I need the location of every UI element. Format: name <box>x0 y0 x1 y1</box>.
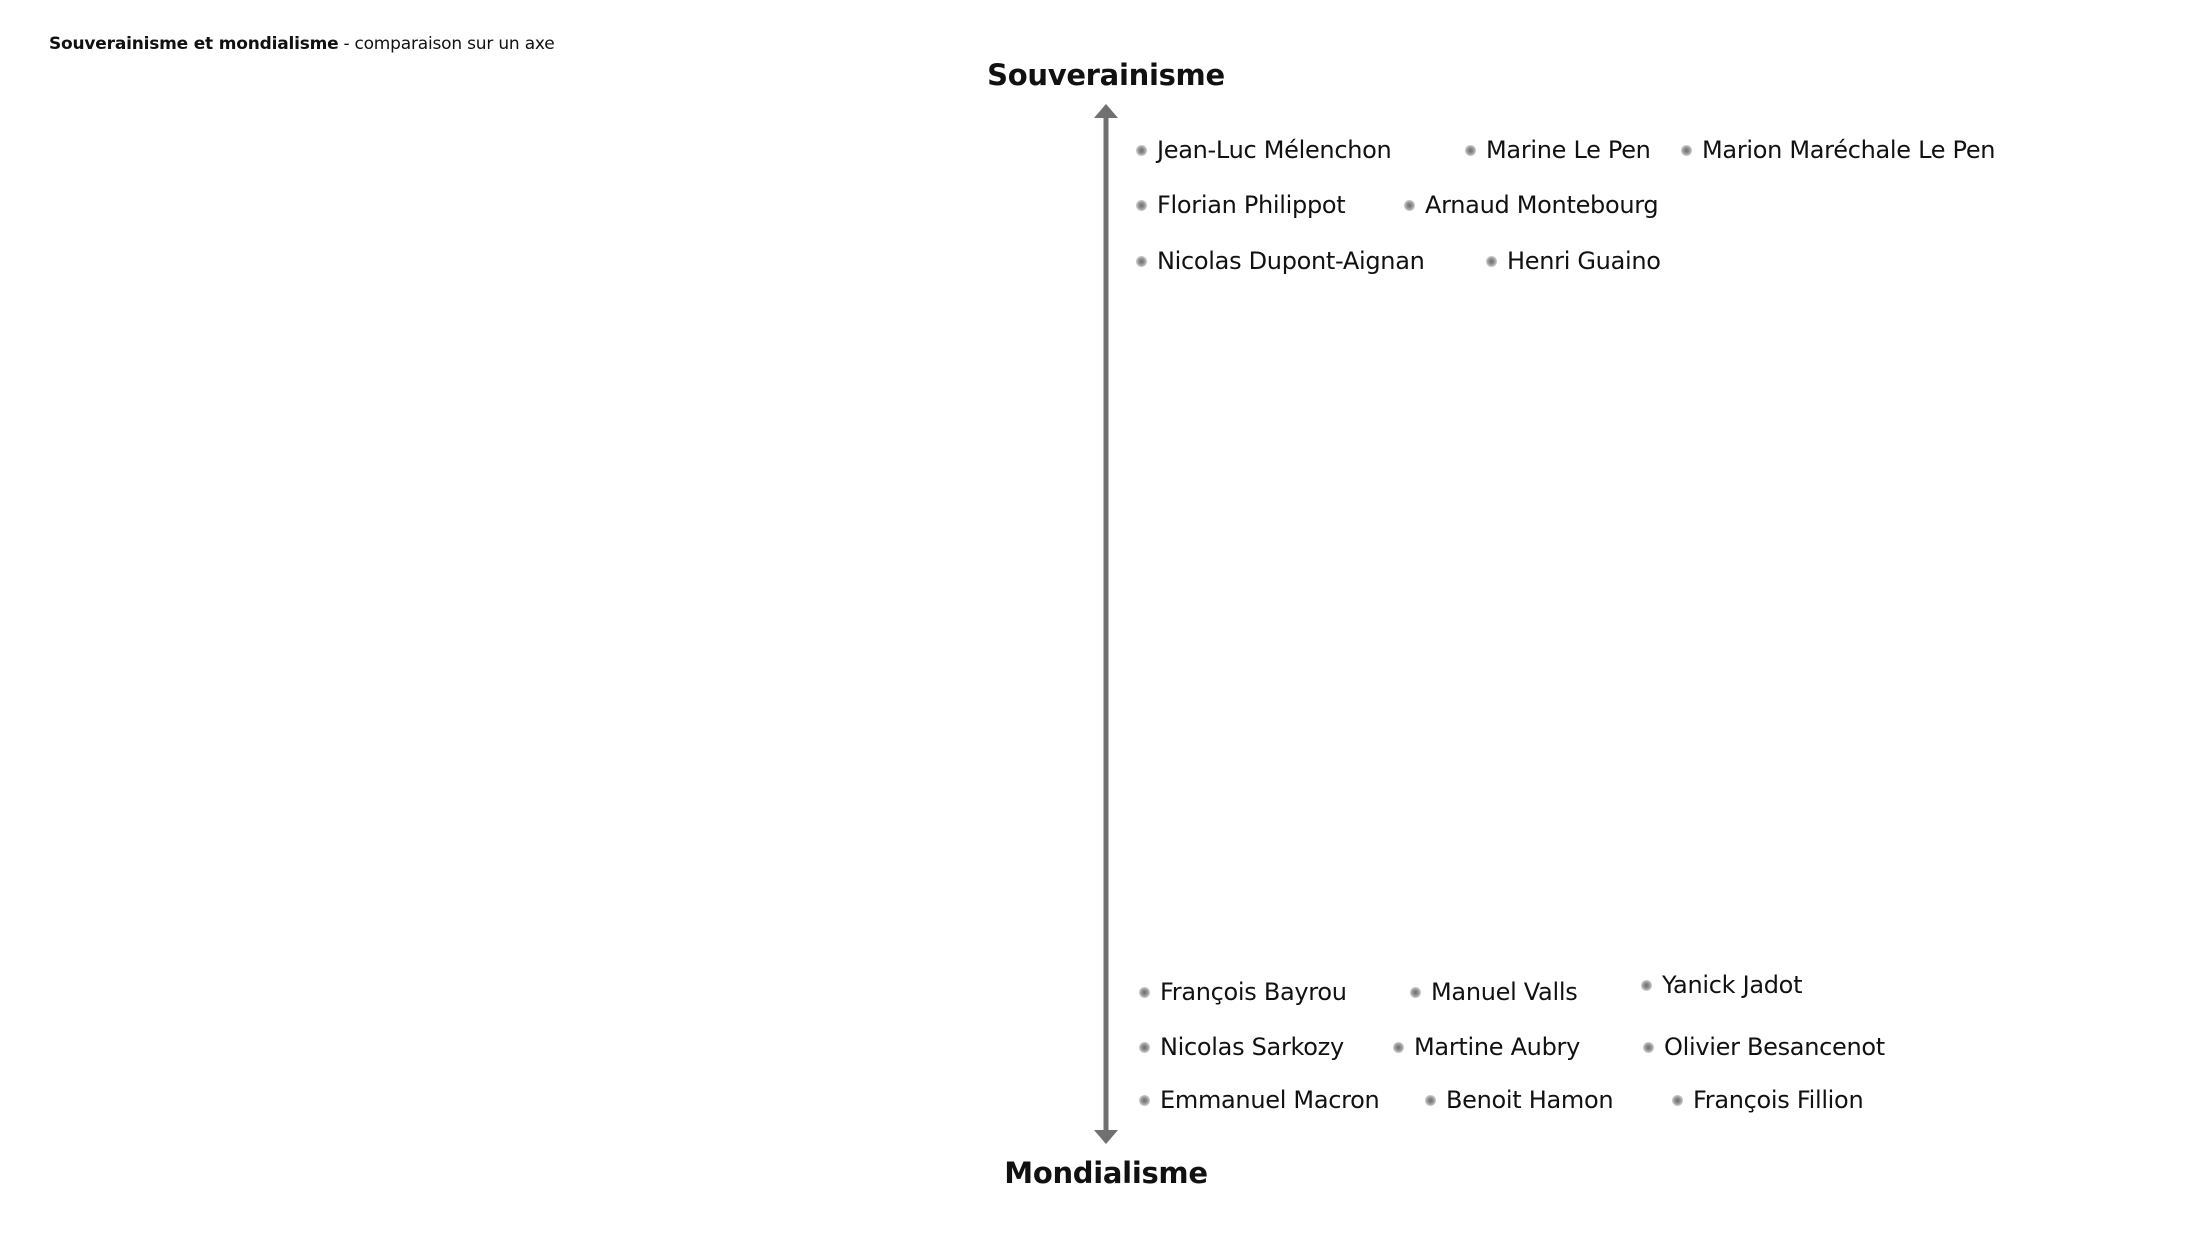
politician-point <box>1486 247 1661 275</box>
politician-name: Florian Philippot <box>1157 191 1346 219</box>
title-rest: comparaison sur un axe <box>354 34 555 54</box>
politician-point <box>1672 1086 1863 1114</box>
point-dot <box>1139 1095 1150 1106</box>
politician-name: Marine Le Pen <box>1486 136 1651 164</box>
politician-point <box>1425 1086 1613 1114</box>
axis-arrow-up-icon <box>1094 104 1118 118</box>
politician-point <box>1139 978 1347 1006</box>
politician-name: Benoit Hamon <box>1446 1086 1614 1114</box>
politician-name: Marion Maréchale Le Pen <box>1702 136 1996 164</box>
title-bold: Souverainisme et mondialisme <box>49 34 339 54</box>
point-dot <box>1425 1095 1436 1106</box>
point-dot <box>1139 1042 1150 1053</box>
vertical-axis <box>1080 100 1132 1150</box>
point-dot <box>1139 987 1150 998</box>
title-separator: - <box>343 34 350 54</box>
politician-point <box>1643 1033 1885 1061</box>
politician-name: Olivier Besancenot <box>1664 1033 1885 1061</box>
politician-point <box>1404 191 1658 219</box>
point-dot <box>1486 256 1497 267</box>
point-dot <box>1641 980 1652 991</box>
axis-top-label: Souverainisme <box>987 58 1225 92</box>
point-dot <box>1410 987 1421 998</box>
point-dot <box>1465 145 1476 156</box>
politician-name: Henri Guaino <box>1507 247 1661 275</box>
page-title <box>49 34 555 54</box>
politician-name: François Fillion <box>1693 1086 1864 1114</box>
politician-point <box>1641 971 1802 999</box>
politician-name: Nicolas Dupont-Aignan <box>1157 247 1425 275</box>
politician-name: François Bayrou <box>1160 978 1347 1006</box>
point-dot <box>1643 1042 1654 1053</box>
politician-name: Yanick Jadot <box>1662 971 1803 999</box>
politician-point <box>1681 136 1995 164</box>
axis-arrow-down-icon <box>1094 1130 1118 1144</box>
politician-point <box>1139 1086 1379 1114</box>
politician-name: Arnaud Montebourg <box>1425 191 1659 219</box>
politician-point <box>1139 1033 1344 1061</box>
politician-point <box>1410 978 1577 1006</box>
politician-point <box>1393 1033 1580 1061</box>
politician-name: Martine Aubry <box>1414 1033 1580 1061</box>
point-dot <box>1136 145 1147 156</box>
axis-bottom-label: Mondialisme <box>1004 1156 1208 1190</box>
point-dot <box>1672 1095 1683 1106</box>
politician-point <box>1136 136 1391 164</box>
politician-point <box>1465 136 1651 164</box>
point-dot <box>1136 256 1147 267</box>
politician-name: Nicolas Sarkozy <box>1160 1033 1344 1061</box>
point-dot <box>1136 200 1147 211</box>
point-dot <box>1681 145 1692 156</box>
politician-name: Jean-Luc Mélenchon <box>1157 136 1392 164</box>
politician-point <box>1136 191 1345 219</box>
point-dot <box>1404 200 1415 211</box>
point-dot <box>1393 1042 1404 1053</box>
politician-name: Emmanuel Macron <box>1160 1086 1380 1114</box>
politician-name: Manuel Valls <box>1431 978 1578 1006</box>
politician-point <box>1136 247 1425 275</box>
